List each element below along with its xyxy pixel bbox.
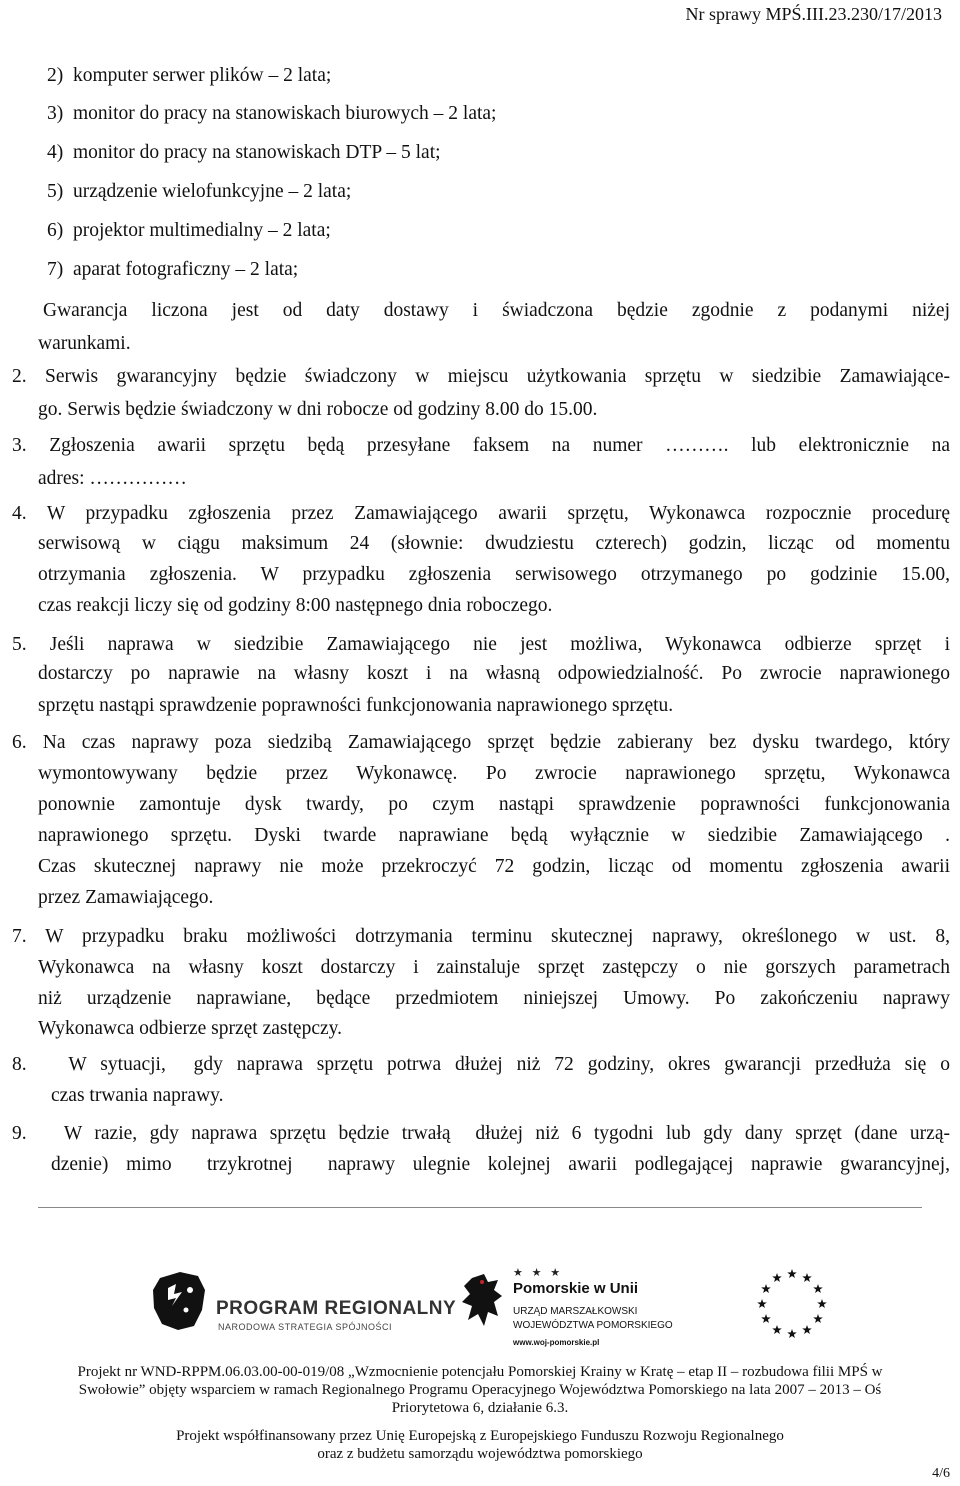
- warranty-item: 7) aparat fotograficzny – 2 lata;: [47, 259, 299, 280]
- case-number-header: Nr sprawy MPŚ.III.23.230/17/2013: [685, 4, 942, 24]
- paragraph-line: 8. W sytuacji, gdy naprawa sprzętu potrwa dłużej niż 72 godziny, okres gwarancji przedłuża się o: [12, 1054, 950, 1075]
- paragraph-line: 2. Serwis gwarancyjny będzie świadczony w miejscu użytkowania sprzętu w siedzibie Zamawiające-: [12, 366, 950, 387]
- warranty-item: 3) monitor do pracy na stanowiskach biurowych – 2 lata;: [47, 103, 497, 124]
- paragraph-line: Wykonawca odbierze sprzęt zastępczy.: [38, 1018, 342, 1039]
- warranty-item: 5) urządzenie wielofunkcyjne – 2 lata;: [47, 181, 352, 202]
- logo-bar: [0, 1258, 960, 1358]
- pomorskie-stars: ★ ★ ★: [513, 1267, 564, 1279]
- paragraph-line: otrzymania zgłoszenia. W przypadku zgłoszenia serwisowego otrzymanego po godzinie 15.00,: [38, 564, 950, 585]
- paragraph-line: 7. W przypadku braku możliwości dotrzymania terminu skutecznej naprawy, określonego w ust. 8,: [12, 926, 950, 947]
- paragraph-line: Gwarancja liczona jest od daty dostawy i świadczona będzie zgodnie z podanymi niżej: [43, 300, 950, 321]
- paragraph-line: 9. W razie, gdy naprawa sprzętu będzie trwałą dłużej niż 6 tygodni lub gdy dany sprzęt (dane urzą-: [12, 1123, 950, 1144]
- paragraph-line: wymontowywany będzie przez Wykonawcę. Po zwrocie naprawionego sprzętu, Wykonawca: [38, 763, 950, 784]
- eu-star: [761, 1284, 771, 1293]
- poland-map-icon: [150, 1270, 208, 1332]
- footer-line: Priorytetowa 6, działanie 6.3.: [391, 1400, 569, 1416]
- program-regionalny-subtitle: NARODOWA STRATEGIA SPÓJNOŚCI: [218, 1322, 393, 1332]
- paragraph-line: dzenie) mimo trzykrotnej naprawy ulegnie kolejnej awarii podlegającej naprawie gwarancyjnej,: [51, 1154, 950, 1175]
- pomorskie-w-unii-title: Pomorskie w Unii: [513, 1280, 639, 1297]
- paragraph-line: 3. Zgłoszenia awarii sprzętu będą przesyłane faksem na numer ………. lub elektronicznie na: [12, 435, 950, 456]
- paragraph-line: dostarczy po naprawie na własny koszt i na własną odpowiedzialność. Po zwrocie naprawionego: [38, 663, 950, 684]
- eu-star: [787, 1269, 797, 1278]
- eu-star: [772, 1325, 782, 1334]
- footer-line: Projekt współfinansowany przez Unię Europejską z Europejskiego Funduszu Rozwoju Regionalnego: [176, 1428, 784, 1444]
- eu-star: [817, 1299, 827, 1308]
- pomeranian-griffin-icon: [458, 1272, 506, 1330]
- paragraph-line: sprzętu nastąpi sprawdzenie poprawności funkcjonowania naprawionego sprzętu.: [38, 695, 674, 716]
- paragraph-line: naprawionego sprzętu. Dyski twarde naprawiane będą wyłącznie w siedzibie Zamawiającego .: [38, 825, 950, 846]
- warranty-item: 4) monitor do pracy na stanowiskach DTP – 5 lat;: [47, 142, 441, 163]
- eu-star: [787, 1329, 797, 1338]
- paragraph-line: Czas skutecznej naprawy nie może przekroczyć 72 godzin, licząc od momentu zgłoszenia awarii: [38, 856, 950, 877]
- eu-star: [813, 1284, 823, 1293]
- paragraph-line: przez Zamawiającego.: [38, 887, 214, 908]
- paragraph-line: ponownie zamontuje dysk twardy, po czym nastąpi sprawdzenie poprawności funkcjonowania: [38, 794, 950, 815]
- footer-line: oraz z budżetu samorządu województwa pomorskiego: [317, 1446, 643, 1462]
- woj-pomorskie-website: www.woj-pomorskie.pl: [513, 1338, 600, 1347]
- footer-line: Swołowie” objęty wsparciem w ramach Regionalnego Programu Operacyjnego Województwa Pomorskiego na lata 2007 – 2013 – Oś: [78, 1382, 882, 1398]
- paragraph-line: 6. Na czas naprawy poza siedzibą Zamawiającego sprzęt będzie zabierany bez dysku twardego, który: [12, 732, 950, 753]
- paragraph-line: serwisową w ciągu maksimum 24 (słownie: dwudziestu czterech) godzin, licząc od momentu: [38, 533, 950, 554]
- paragraph-line: 5. Jeśli naprawa w siedzibie Zamawiającego nie jest możliwa, Wykonawca odbierze sprzęt i: [12, 634, 950, 655]
- wojewodztwa-pomorskiego-line: WOJEWÓDZTWA POMORSKIEGO: [513, 1320, 673, 1331]
- footer-separator: [38, 1207, 922, 1208]
- paragraph-line: 4. W przypadku zgłoszenia przez Zamawiającego awarii sprzętu, Wykonawca rozpocznie procedurę: [12, 503, 950, 524]
- footer-line: Projekt nr WND-RPPM.06.03.00-00-019/08 „Wzmocnienie potencjału Pomorskiej Krainy w Kratę – etap II – rozbudowa filii MPŚ w: [77, 1364, 883, 1380]
- page-number: 4/6: [932, 1466, 950, 1481]
- paragraph-line: adres: ……………: [38, 468, 187, 489]
- warranty-item: 2) komputer serwer plików – 2 lata;: [47, 65, 332, 86]
- eu-star: [802, 1325, 812, 1334]
- eu-star: [772, 1273, 782, 1282]
- paragraph-line: czas trwania naprawy.: [51, 1085, 224, 1106]
- paragraph-line: Wykonawca na własny koszt dostarczy i zainstaluje sprzęt zastępczy o nie gorszych parametrach: [38, 957, 950, 978]
- eu-star: [761, 1314, 771, 1323]
- eu-star: [802, 1273, 812, 1282]
- warranty-item: 6) projektor multimedialny – 2 lata;: [47, 220, 331, 241]
- eu-star: [757, 1299, 767, 1308]
- paragraph-line: go. Serwis będzie świadczony w dni robocze od godziny 8.00 do 15.00.: [38, 399, 598, 420]
- eu-flag-icon: [752, 1264, 832, 1344]
- paragraph-line: niż urządzenie naprawiane, będące przedmiotem niniejszej Umowy. Po zakończeniu naprawy: [38, 988, 950, 1009]
- paragraph-line: czas reakcji liczy się od godziny 8:00 następnego dnia roboczego.: [38, 595, 553, 616]
- paragraph-line: warunkami.: [38, 333, 131, 354]
- urzad-marszalkowski-line: URZĄD MARSZAŁKOWSKI: [513, 1306, 638, 1317]
- eu-star: [813, 1314, 823, 1323]
- program-regionalny-title: PROGRAM REGIONALNY: [216, 1298, 457, 1319]
